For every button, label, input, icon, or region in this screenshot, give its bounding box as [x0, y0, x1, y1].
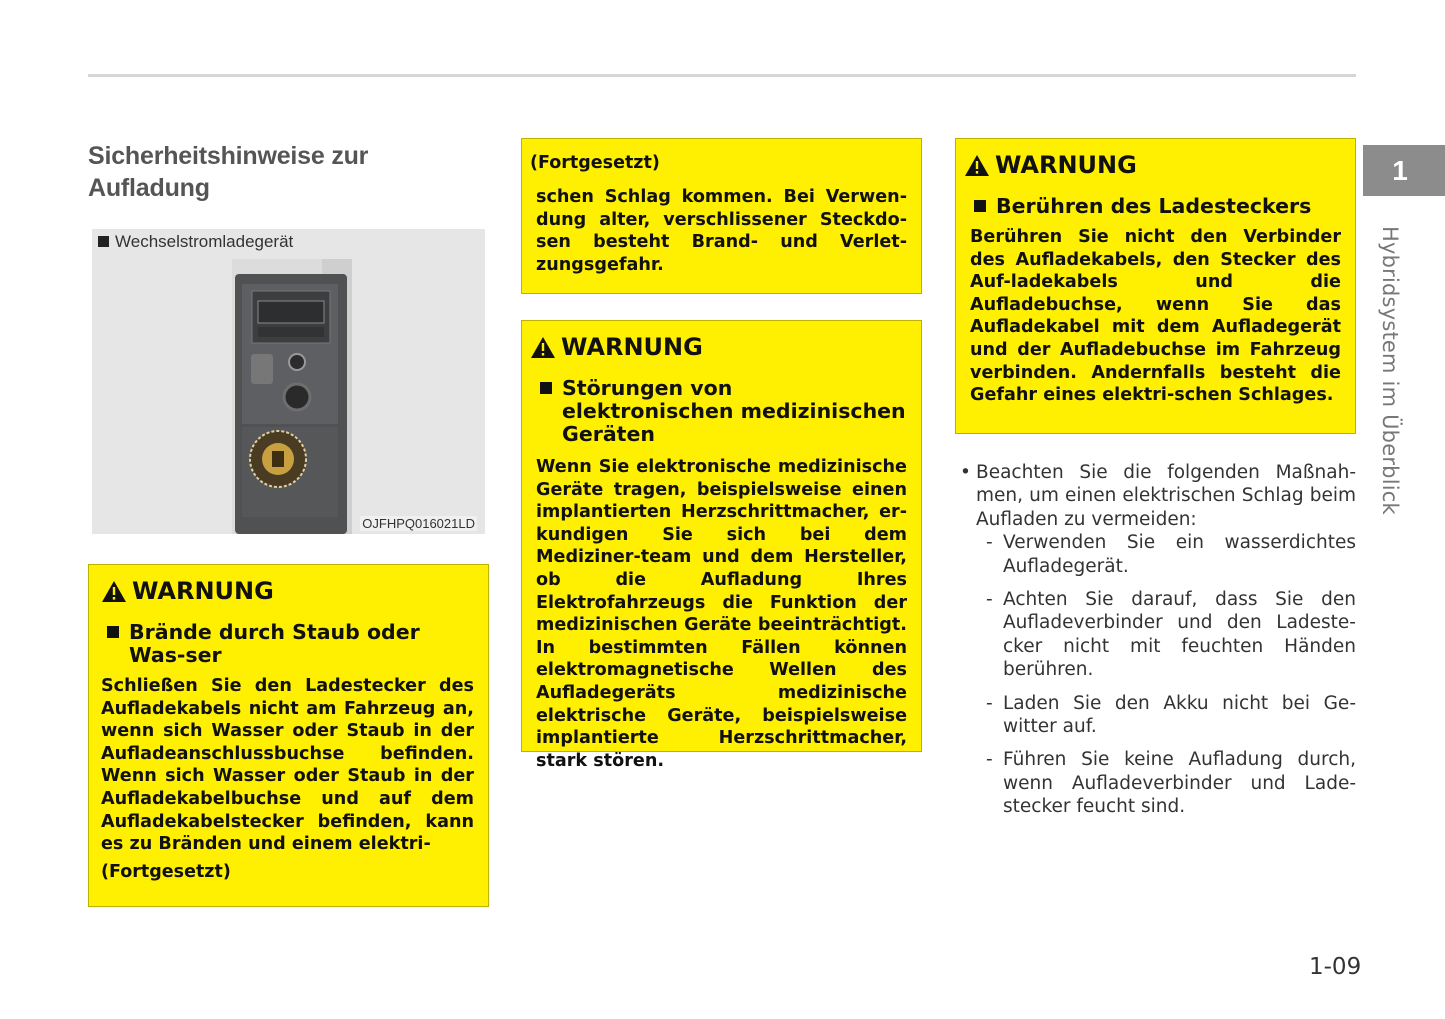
list-item: - Laden Sie den Akku nicht bei Ge-witter auf.: [986, 692, 1356, 738]
warning-text: Schließen Sie den Ladestecker des Aufladekabels nicht am Fahrzeug an, wenn sich Wasser oder Staub in der Aufladeanschlussbuchse befinden. Wenn sich Wasser oder Staub in der Aufladekabelbuchse und auf dem Aufladekabelstecker befinden, kann es zu Bränden und einem elektri-: [101, 676, 474, 855]
warning-box-charging-plug: [955, 138, 1356, 434]
figure-label: [98, 232, 293, 252]
continued-label: (Fortgesetzt): [530, 153, 660, 173]
square-bullet-icon: [540, 382, 552, 394]
list-item: - Achten Sie darauf, dass Sie den Aufladeverbinder und den Ladeste-cker nicht mit feuchten Händen berühren.: [986, 589, 1356, 681]
warning-triangle-icon: [101, 580, 127, 603]
continued-label: (Fortgesetzt): [101, 861, 231, 882]
chapter-number-tab: 1: [1363, 145, 1445, 196]
warning-subheading: Brände durch Staub oder Was-ser: [101, 621, 474, 667]
dash-icon: -: [986, 589, 993, 611]
safety-measures-list: [960, 461, 1356, 819]
bullet-dot-icon: •: [960, 462, 971, 483]
chapter-title: Hybridsystem im Überblick: [1378, 226, 1402, 515]
warning-triangle-icon: [964, 154, 990, 177]
square-bullet-icon: [107, 626, 119, 638]
page-number: 1-09: [1309, 954, 1362, 980]
warning-box-medical-devices: [521, 320, 922, 771]
dash-icon: -: [986, 749, 993, 771]
list-item: - Verwenden Sie ein wasserdichtes Aufladegerät.: [986, 532, 1356, 577]
dash-icon: -: [986, 692, 993, 714]
warning-text: Berühren Sie nicht den Verbinder des Aufladekabels, den Stecker des Auf-ladekabels und die Aufladebuchse, wenn Sie das Aufladekabel mit dem Aufladegerät und der Aufladebuchse im Fahrzeug verbinden. Andernfalls besteht die Gefahr eines elektri-schen Schlages.: [970, 227, 1341, 406]
continued-text: schen Schlag kommen. Bei Verwen-dung alter, verschlissener Steckdo-sen besteht Brand- und Verlet-zungsgefahr.: [536, 187, 907, 275]
warning-heading: WARNUNG: [530, 333, 907, 361]
dash-icon: -: [986, 532, 993, 554]
warning-subheading: Berühren des Ladesteckers: [964, 195, 1341, 218]
header-rule: [88, 74, 1356, 77]
charger-illustration: [92, 229, 485, 534]
list-intro: • Beachten Sie die folgenden Maßnah-men, um einen elektrischen Schlag beim Aufladen zu vermeiden:: [960, 462, 1356, 530]
figure-label-text: Wechselstromladegerät: [115, 232, 294, 251]
square-bullet-icon: [98, 236, 109, 247]
warning-box-dust-water: [88, 564, 489, 907]
warning-heading: WARNUNG: [964, 151, 1341, 179]
warning-heading: WARNUNG: [101, 577, 474, 605]
warning-triangle-icon: [530, 336, 556, 359]
warning-text: Wenn Sie elektronische medizinische Geräte tragen, beispielsweise einen implantierten Herzschrittmacher, er-kundigen Sie sich bei dem Mediziner-team und dem Hersteller, ob die Aufladung Ihres Elektrofahrzeugs die Funktion der medizinischen Geräte beeinträchtigt. In bestimmten Fällen können elektromagnetische Wellen des Aufladegeräts medizinische elektrische Geräte, beispielsweise implantierte Herzschrittmacher, stark stören.: [536, 457, 907, 771]
section-title: Sicherheitshinweise zur Aufladung: [88, 142, 369, 202]
warning-subheading: Störungen von elektronischen medizinischen Geräten: [530, 377, 907, 446]
list-item: - Führen Sie keine Aufladung durch, wenn Aufladeverbinder und Lade-stecker feucht sind.: [986, 749, 1356, 818]
charger-figure: [92, 229, 485, 534]
continued-box: [521, 138, 922, 294]
square-bullet-icon: [974, 200, 986, 212]
figure-code: OJFHPQ016021LD: [362, 516, 475, 531]
